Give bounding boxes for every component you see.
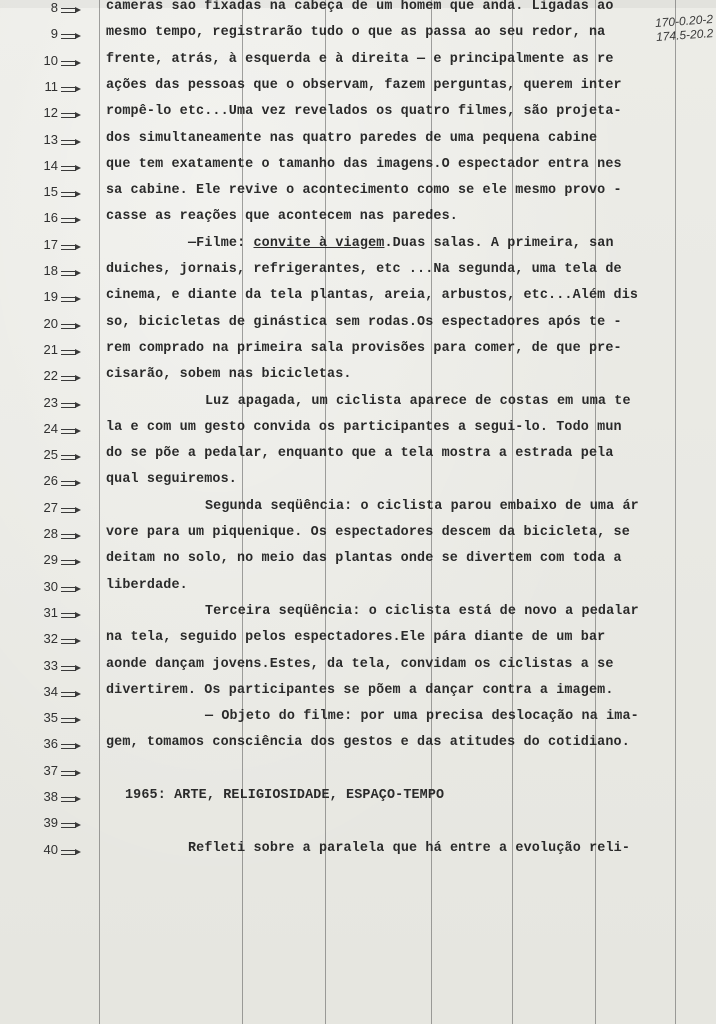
text-line (0, 260, 716, 286)
line-number: 31 (43, 604, 58, 620)
line-text: Refleti sobre a paralela que há entre a evolução reli- (188, 840, 631, 856)
text-line (0, 444, 716, 470)
line-text: aonde dançam jovens.Estes, da tela, convidam os ciclistas a se (106, 656, 614, 672)
text-line (0, 339, 716, 365)
text-line (0, 760, 716, 786)
line-marker-arrow-icon (61, 743, 83, 750)
line-text: ações das pessoas que o observam, fazem perguntas, querem inter (106, 77, 622, 93)
line-marker-arrow-icon (61, 822, 83, 829)
text-line (0, 786, 716, 812)
line-number: 37 (43, 762, 58, 778)
line-number: 16 (43, 210, 58, 226)
line-marker-arrow-icon (61, 638, 83, 645)
line-number: 40 (43, 841, 58, 857)
line-text: dos simultaneamente nas quatro paredes de uma pequena cabine (106, 130, 598, 146)
line-text: — Objeto do filme: por uma precisa deslocação na ima- (205, 709, 639, 725)
line-text (188, 236, 614, 251)
text-line (0, 628, 716, 654)
line-number: 25 (43, 447, 58, 463)
line-marker-arrow-icon (61, 349, 83, 356)
text-line (0, 181, 716, 207)
text-line (0, 392, 716, 418)
line-number: 10 (43, 52, 58, 68)
line-text: deitam no solo, no meio das plantas onde se divertem com toda a (106, 551, 622, 567)
line-text: divertirem. Os participantes se põem a dançar contra a imagem. (106, 682, 614, 698)
line-number: 35 (43, 710, 58, 726)
line-number: 28 (43, 526, 58, 541)
line-text-part: —Filme: (188, 235, 254, 251)
line-number: 11 (44, 78, 58, 94)
line-marker-arrow-icon (61, 323, 83, 330)
line-text: frente, atrás, à esquerda e à direita — e principalmente as re (106, 51, 614, 67)
line-number: 19 (43, 289, 58, 305)
line-text: so, bicicletas de ginástica sem rodas.Os espectadores após te - (106, 314, 622, 330)
line-text: do se põe a pedalar, enquanto que a tela mostra a estrada pela (106, 446, 614, 462)
line-number: 20 (43, 315, 58, 331)
text-line (0, 0, 716, 23)
line-marker-arrow-icon (61, 139, 83, 146)
line-marker-arrow-icon (61, 717, 83, 724)
line-marker-arrow-icon (61, 375, 83, 382)
line-text: duiches, jornais, refrigerantes, etc ...Na segunda, uma tela de (106, 262, 622, 277)
line-marker-arrow-icon (61, 428, 83, 435)
line-number: 8 (50, 0, 58, 15)
line-marker-arrow-icon (61, 586, 83, 593)
line-text: gem, tomamos consciência dos gestos e das atitudes do cotidiano. (106, 735, 630, 751)
line-text: Terceira seqüência: o ciclista está de novo a pedalar (205, 603, 639, 619)
line-marker-arrow-icon (61, 612, 83, 619)
text-line (0, 549, 716, 575)
text-line (0, 313, 716, 339)
line-text: 1965: ARTE, RELIGIOSIDADE, ESPAÇO-TEMPO (125, 788, 445, 803)
line-marker-arrow-icon (61, 60, 83, 67)
text-line (0, 76, 716, 102)
line-marker-arrow-icon (61, 533, 83, 540)
line-marker-arrow-icon (61, 86, 83, 93)
line-number: 29 (43, 552, 58, 568)
text-line (0, 812, 716, 838)
text-line (0, 839, 716, 865)
text-line (0, 102, 716, 128)
line-text-part: .Duas salas. A primeira, san (384, 235, 614, 251)
line-number: 32 (43, 631, 58, 647)
line-text: la e com um gesto convida os participantes a segui-lo. Todo mun (106, 419, 622, 435)
line-marker-arrow-icon (61, 691, 83, 698)
line-marker-arrow-icon (61, 296, 83, 303)
line-text: cisarão, sobem nas bicicletas. (106, 367, 352, 383)
text-line (0, 523, 716, 549)
line-number: 24 (43, 420, 58, 436)
text-line (0, 576, 716, 602)
text-line (0, 207, 716, 233)
line-number: 13 (43, 131, 58, 147)
line-number: 39 (43, 815, 58, 831)
line-marker-arrow-icon (61, 665, 83, 672)
line-number: 33 (43, 657, 58, 673)
line-number: 14 (43, 157, 58, 173)
line-text: liberdade. (106, 577, 188, 593)
line-number: 12 (43, 105, 58, 121)
line-text: Luz apagada, um ciclista aparece de costas em uma te (205, 393, 631, 409)
line-marker-arrow-icon (61, 770, 83, 777)
line-marker-arrow-icon (61, 33, 83, 40)
line-marker-arrow-icon (61, 796, 83, 803)
text-line (0, 733, 716, 759)
handwritten-note: 170-0.20-2 (654, 11, 714, 31)
line-number: 22 (43, 368, 58, 384)
line-marker-arrow-icon (61, 559, 83, 566)
line-marker-arrow-icon (61, 217, 83, 224)
line-number: 26 (43, 473, 58, 489)
line-number: 23 (43, 394, 58, 410)
text-line (0, 155, 716, 181)
line-text: casse as reações que acontecem nas paredes. (106, 209, 458, 225)
line-marker-arrow-icon (61, 402, 83, 409)
line-marker-arrow-icon (61, 454, 83, 461)
line-text: qual seguiremos. (106, 472, 237, 488)
text-line (0, 23, 716, 49)
text-line (0, 707, 716, 733)
line-text: Segunda seqüência: o ciclista parou embaixo de uma ár (205, 498, 639, 514)
line-number: 34 (43, 683, 58, 699)
line-marker-arrow-icon (61, 507, 83, 514)
line-number: 36 (43, 736, 58, 752)
film-title: convite à viagem (253, 235, 385, 251)
handwritten-note: 174.5-20.2 (655, 26, 714, 44)
line-marker-arrow-icon (61, 480, 83, 487)
line-marker-arrow-icon (61, 244, 83, 251)
line-number: 38 (43, 789, 58, 804)
line-number: 17 (43, 236, 58, 252)
line-number: 21 (43, 341, 58, 357)
line-text: vore para um piquenique. Os espectadores descem da bicicleta, se (106, 525, 630, 540)
line-marker-arrow-icon (61, 112, 83, 119)
text-line (0, 681, 716, 707)
line-number: 15 (43, 184, 58, 200)
line-marker-arrow-icon (61, 165, 83, 172)
line-marker-arrow-icon (61, 7, 83, 14)
line-text: rem comprado na primeira sala provisões para comer, de que pre- (106, 340, 622, 356)
text-line (0, 497, 716, 523)
line-marker-arrow-icon (61, 849, 83, 856)
line-number: 9 (50, 26, 58, 42)
line-text: sa cabine. Ele revive o acontecimento como se ele mesmo provo - (106, 183, 622, 199)
text-line (0, 234, 716, 260)
text-line (0, 418, 716, 444)
line-text: que tem exatamente o tamanho das imagens.O espectador entra nes (106, 156, 622, 172)
line-text: cameras sao fixadas na cabeça de um homem que anda. Ligadas ao (106, 0, 614, 14)
line-text: mesmo tempo, registrarão tudo o que as passa ao seu redor, na (106, 25, 606, 41)
text-line (0, 365, 716, 391)
line-number: 27 (43, 499, 58, 515)
text-line (0, 286, 716, 312)
line-text: cinema, e diante da tela plantas, areia, arbustos, etc...Além dis (106, 288, 639, 304)
text-line (0, 470, 716, 496)
line-text: na tela, seguido pelos espectadores.Ele pára diante de um bar (106, 630, 606, 646)
line-number: 30 (43, 578, 58, 594)
text-line (0, 50, 716, 76)
line-marker-arrow-icon (61, 270, 83, 277)
line-number: 18 (43, 263, 58, 278)
line-marker-arrow-icon (61, 191, 83, 198)
text-line (0, 129, 716, 155)
text-line (0, 655, 716, 681)
line-text: rompê-lo etc...Uma vez revelados os quatro filmes, são projeta- (106, 104, 622, 120)
text-line (0, 602, 716, 628)
